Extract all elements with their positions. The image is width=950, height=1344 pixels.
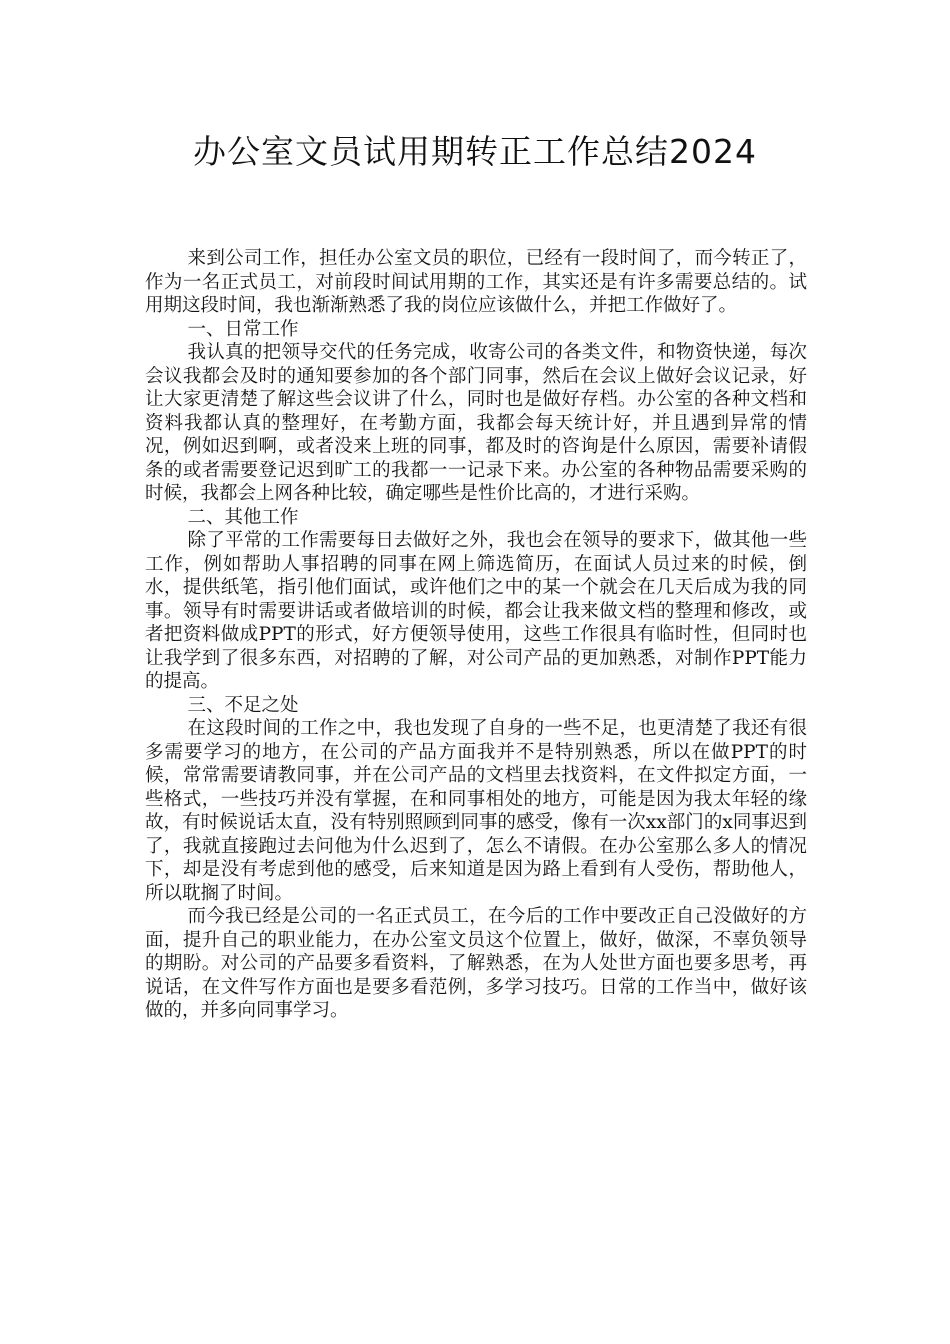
paragraph-intro: 来到公司工作，担任办公室文员的职位，已经有一段时间了，而今转正了，作为一名正式员工，对前段时间试用期的工作，其实还是有许多需要总结的。试用期这段时间，我也渐渐熟悉了我的岗位应该做什么，并把工作做好了。 xyxy=(145,248,807,316)
paragraph-conclusion: 而今我已经是公司的一名正式员工，在今后的工作中要改正自己没做好的方面，提升自己的职业能力，在办公室文员这个位置上，做好，做深，不辜负领导的期盼。对公司的产品要多看资料，了解熟悉，在为人处世方面也要多思考，再说话，在文件写作方面也是要多看范例，多学习技巧。日常的工作当中，做好该做的，并多向同事学习。 xyxy=(145,906,807,1021)
section-heading-shortcomings: 三、不足之处 xyxy=(187,694,299,716)
section-heading-other-work: 二、其他工作 xyxy=(187,506,299,528)
section-heading-daily-work: 一、日常工作 xyxy=(187,318,299,340)
page-title: 办公室文员试用期转正工作总结2024 xyxy=(193,132,757,171)
paragraph-daily-work: 我认真的把领导交代的任务完成，收寄公司的各类文件，和物资快递，每次会议我都会及时的通知要参加的各个部门同事，然后在会议上做好会议记录，好让大家更清楚了解这些会议讲了什么，同时也是做好存档。办公室的各种文档和资料我都认真的整理好，在考勤方面，我都会每天统计好，并且遇到异常的情况，例如迟到啊，或者没来上班的同事，都及时的咨询是什么原因，需要补请假条的或者需要登记迟到旷工的我都一一记录下来。办公室的各种物品需要采购的时候，我都会上网各种比较，确定哪些是性价比高的，才进行采购。 xyxy=(145,342,807,504)
paragraph-other-work: 除了平常的工作需要每日去做好之外，我也会在领导的要求下，做其他一些工作，例如帮助人事招聘的同事在网上筛选简历，在面试人员过来的时候，倒水，提供纸笔，指引他们面试，或许他们之中的某一个就会在几天后成为我的同事。领导有时需要讲话或者做培训的时候，都会让我来做文档的整理和修改，或者把资料做成PPT的形式，好方便领导使用，这些工作很具有临时性，但同时也让我学到了很多东西，对招聘的了解，对公司产品的更加熟悉，对制作PPT能力的提高。 xyxy=(145,530,807,692)
paragraph-shortcomings: 在这段时间的工作之中，我也发现了自身的一些不足，也更清楚了我还有很多需要学习的地方，在公司的产品方面我并不是特别熟悉，所以在做PPT的时候，常常需要请教同事，并在公司产品的文档里去找资料，在文件拟定方面，一些格式，一些技巧并没有掌握，在和同事相处的地方，可能是因为我太年轻的缘故，有时候说话太直，没有特别照顾到同事的感受，像有一次xx部门的x同事迟到了，我就直接跑过去问他为什么迟到了，怎么不请假。在办公室那么多人的情况下，却是没有考虑到他的感受，后来知道是因为路上看到有人受伤，帮助他人，所以耽搁了时间。 xyxy=(145,718,807,904)
document-body xyxy=(145,247,807,1023)
